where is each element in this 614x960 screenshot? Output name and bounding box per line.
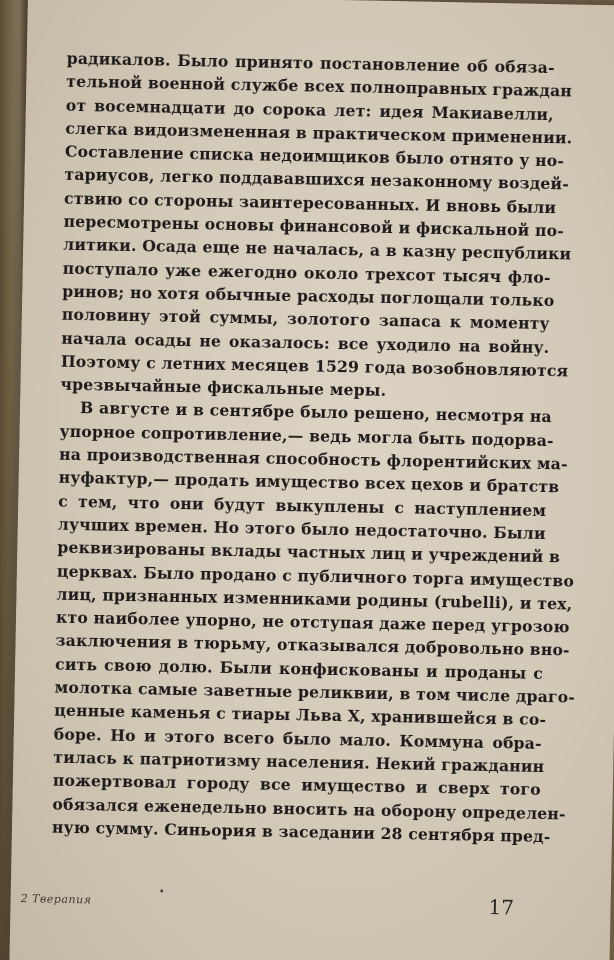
text-line: боре. Но и этого всего было мало. Коммуна обра- — [53, 724, 542, 753]
text-line: ствию со стороны заинтересованных. И вновь были — [63, 188, 557, 217]
paragraph-1 — [60, 47, 573, 406]
book-page — [9, 0, 614, 960]
text-line: Составление списка недоимщиков было отнято у но- — [64, 141, 565, 171]
text-line: нуфактур,— продать имущество всех цехов и братств — [58, 468, 560, 497]
text-line: пересмотрены основы финансовой и фискальной по- — [63, 211, 565, 241]
text-line: упорное сопротивление,— ведь могла быть подорва- — [59, 421, 554, 450]
text-line: литики. Осада еще не началась, а в казну республики — [63, 235, 572, 264]
text-line: молотка самые заветные реликвии, в том числе драго- — [54, 677, 576, 707]
text-line: сить свою долю. Были конфискованы и проданы с — [54, 654, 544, 683]
text-line: лиц, признанных изменниками родины (rubelli), и тех, — [56, 584, 573, 614]
text-line: тариусов, легко поддававшихся незаконному воздей- — [64, 165, 570, 194]
text-line: радикалов. Было принято постановление об обяза- — [66, 48, 555, 78]
text-line: с тем, что они будут выкуплены с наступлением — [58, 491, 547, 520]
text-line: поступало уже ежегодно около трехсот тысяч фло- — [62, 258, 551, 287]
text-line: церквах. Было продано с публичного торга имущество — [56, 561, 575, 591]
text-line: чрезвычайные фискальные меры. — [60, 374, 387, 401]
text-line: обязался еженедельно вносить на оборону определен- — [52, 794, 566, 823]
text-line: пожертвовал городу все имущество и сверх того — [52, 770, 542, 800]
text-line: В августе и в сентябре было решено, несмотря на — [79, 398, 552, 427]
text-line: тельной военной службе всех полноправных граждан — [66, 72, 573, 101]
text-line: от восемнадцати до сорока лет: идея Макиавелли, — [65, 95, 554, 124]
text-line: ную сумму. Синьория в заседании 28 сентября пред- — [51, 817, 551, 846]
text-line: лучших времен. Но этого было недостаточно. Были — [57, 514, 546, 543]
text-line: реквизированы вклады частных лиц и учреждений в — [57, 537, 561, 567]
paragraph-2 — [51, 396, 576, 848]
footer-dot: • — [158, 886, 165, 898]
text-line: ценные каменья с тиары Льва X, хранившейся в со- — [54, 700, 547, 730]
text-line: половину этой суммы, золотого запаса к моменту — [61, 304, 550, 334]
text-line: на производственная способность флорентийских ма- — [58, 444, 568, 474]
printer-signature: 2 Тверапия — [20, 892, 92, 907]
text-line: слегка видоизмененная в практическом применении. — [65, 118, 573, 148]
page-number: 17 — [488, 895, 515, 920]
text-line: заключения в тюрьму, отказывался добровольно вно- — [55, 631, 570, 660]
text-line: ринов; но хотя обычные расходы поглощали только — [62, 281, 555, 311]
text-line: тилась к патриотизму населения. Некий гражданин — [53, 747, 545, 776]
body-text — [51, 47, 576, 848]
text-line: Поэтому с летних месяцев 1529 года возобновляются — [60, 351, 569, 381]
page-footer — [10, 886, 538, 920]
text-line: кто наиболее упорно, не отступая даже перед угрозою — [55, 607, 570, 637]
text-line: начала осады не оказалось: все уходило на войну. — [61, 328, 550, 357]
